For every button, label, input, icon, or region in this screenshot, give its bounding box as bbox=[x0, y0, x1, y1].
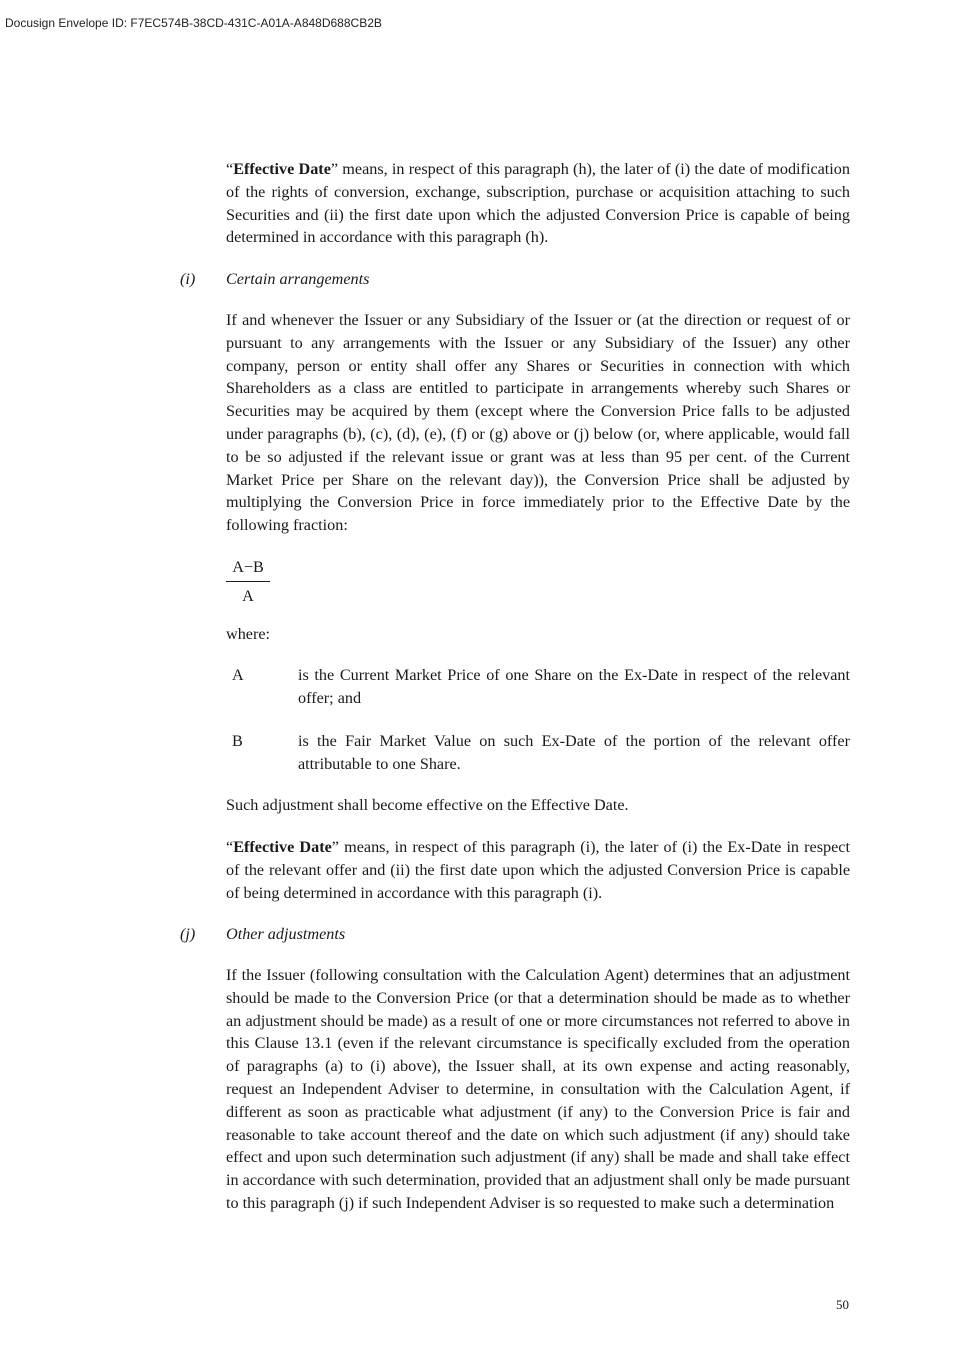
definition-symbol-a: A bbox=[232, 666, 244, 684]
section-j-body: If the Issuer (following consultation with the Calculation Agent) determines that an adjustment should be made to the Conversion Price (or that a determination should be made as to whether an adjustment should be made) as a result of one or more circumstances not referred to above in this Clause 13.1 (even if the relevant circumstance is specifically excluded from the operation of paragraphs (a) to (i) above), the Issuer shall, at its own expense and acting reasonably, request an Independent Adviser to determine, in consultation with the Calculation Agent, if different as soon as practicable what adjustment (if any) to the Conversion Price is fair and reasonable to take account thereof and the date on which such adjustment (if any) should take effect and upon such determination such adjustment (if any) shall be made and shall take effect in accordance with such determination, provided that an adjustment shall only be made pursuant to this paragraph (j) if such Independent Adviser is so requested to make such a determination bbox=[226, 966, 850, 1212]
page-number: 50 bbox=[836, 1297, 849, 1312]
defined-term: Effective Date bbox=[233, 160, 331, 178]
definition-symbol-b: B bbox=[232, 732, 243, 750]
para-i-effective-date-definition bbox=[226, 836, 850, 904]
section-j-title: Other adjustments bbox=[226, 925, 346, 943]
section-j-label: (j) bbox=[180, 925, 196, 943]
docusign-envelope-id: Docusign Envelope ID: F7EC574B-38CD-431C-A01A-A848D688CB2B bbox=[5, 16, 382, 30]
definition-text: ” means, in respect of this paragraph (h), the later of (i) the date of modification of the rights of conversion, exchange, subscription, purchase or acquisition attaching to such Securities and (ii) the first date upon which the adjusted Conversion Price is capable of being determined in accordance with this paragraph (h). bbox=[226, 160, 850, 247]
section-i-label: (i) bbox=[180, 270, 196, 288]
defined-term: Effective Date bbox=[233, 838, 332, 856]
section-i-title: Certain arrangements bbox=[226, 270, 370, 288]
para-h-effective-date-definition bbox=[226, 158, 850, 249]
section-i-body: If and whenever the Issuer or any Subsidiary of the Issuer or (at the direction or request of or pursuant to any arrangements with the Issuer or any Subsidiary of the Issuer) any other company, person or entity shall offer any Shares or Securities in connection with which Shareholders as a class are entitled to participate in arrangements whereby such Shares or Securities may be acquired by them (except where the Conversion Price falls to be adjusted under paragraphs (b), (c), (d), (e), (f) or (g) above or (j) below (or, where applicable, would fall to be so adjusted if the relevant issue or grant was at less than 95 per cent. of the Current Market Price per Share on the relevant day)), the Conversion Price shall be adjusted by multiplying the Conversion Price in force immediately prior to the Effective Date by the following fraction: bbox=[226, 311, 850, 535]
open-quote: “ bbox=[226, 838, 234, 856]
definition-text: ” means, in respect of this paragraph (i), the later of (i) the Ex-Date in respect of the relevant offer and (ii) the first date upon which the adjusted Conversion Price is capable of being determined in accordance with this paragraph (i). bbox=[226, 838, 850, 902]
fraction-denominator: A bbox=[242, 586, 254, 605]
adjustment-effective-statement: Such adjustment shall become effective on the Effective Date. bbox=[226, 796, 629, 814]
where-label: where: bbox=[226, 625, 271, 643]
adjustment-fraction bbox=[226, 556, 270, 608]
open-quote: “ bbox=[226, 160, 234, 178]
definition-text-b: is the Fair Market Value on such Ex-Date of the portion of the relevant offer attributable to one Share. bbox=[298, 732, 850, 773]
definition-text-a: is the Current Market Price of one Share on the Ex-Date in respect of the relevant offer; and bbox=[298, 666, 850, 707]
fraction-numerator: A−B bbox=[226, 556, 270, 582]
